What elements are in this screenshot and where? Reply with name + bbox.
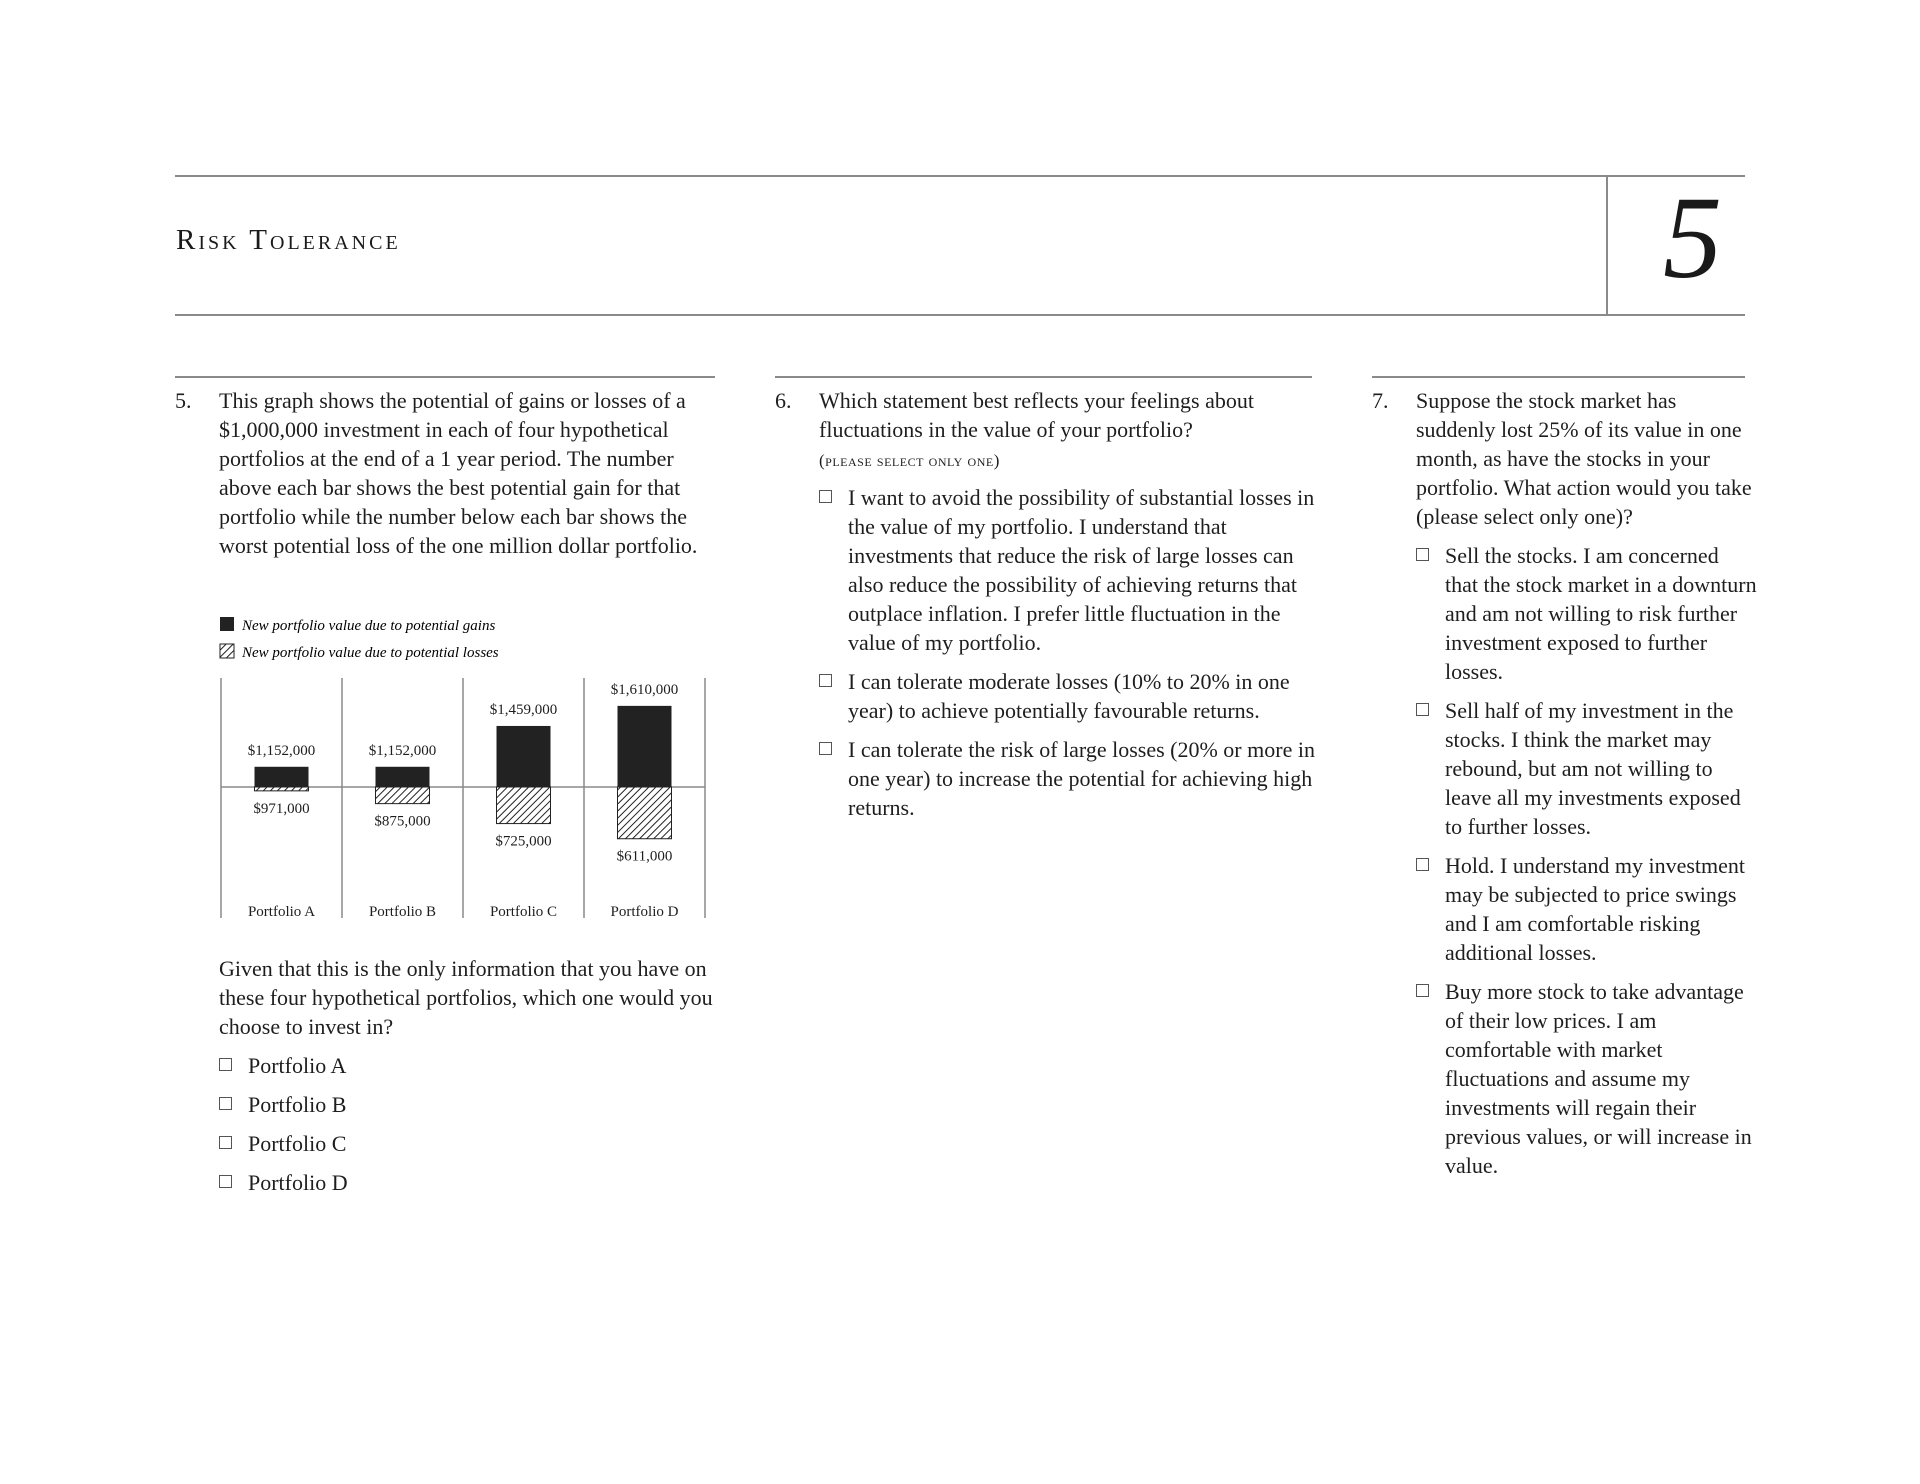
loss-label: $875,000	[374, 813, 431, 830]
option-moderate-losses[interactable]	[819, 667, 1320, 725]
chart-svg	[210, 610, 730, 930]
option-portfolio-b[interactable]	[219, 1090, 715, 1119]
chart-legend	[220, 617, 499, 661]
question-number: 6.	[775, 388, 792, 413]
loss-label: $611,000	[616, 848, 673, 865]
option-label: I can tolerate moderate losses (10% to 20% in one year) to achieve potentially favourable returns.	[848, 669, 1290, 723]
gain-label: $1,152,000	[247, 742, 316, 759]
header-bottom-rule	[175, 314, 1745, 316]
option-label: Sell the stocks. I am concerned that the stock market in a downturn and am not willing to risk further investment exposed to further losses.	[1445, 543, 1757, 684]
option-label: Buy more stock to take advantage of their low prices. I am comfortable with market fluctuations and assume my investments will regain their previous values, or will increase in value.	[1445, 979, 1752, 1178]
option-portfolio-d[interactable]	[219, 1168, 715, 1197]
question-number: 5.	[175, 388, 192, 413]
question-text: Which statement best reflects your feelings about fluctuations in the value of your portfolio?	[819, 388, 1254, 442]
checkbox[interactable]	[819, 674, 832, 687]
option-label: Portfolio B	[248, 1092, 347, 1117]
checkbox[interactable]	[1416, 703, 1429, 716]
legend-label-losses: New portfolio value due to potential losses	[242, 645, 499, 661]
gain-label: $1,152,000	[368, 742, 437, 759]
q7-rule	[1372, 376, 1745, 378]
loss-label: $971,000	[253, 800, 310, 817]
loss-bar	[497, 787, 551, 824]
q5-rule	[175, 376, 715, 378]
question-prompt: Given that this is the only information that you have on these four hypothetical portfolios, which one would you choose to invest in?	[219, 956, 713, 1039]
option-label: Sell half of my investment in the stocks. I think the market may rebound, but am not willing to leave all my investments exposed to further losses.	[1445, 698, 1741, 839]
loss-bar	[618, 787, 672, 839]
question-7	[1372, 386, 1757, 1180]
question-text: Suppose the stock market has suddenly lost 25% of its value in one month, as have the stocks in your portfolio. What action would you take (please select only one)?	[1416, 388, 1752, 529]
header-top-rule	[175, 175, 1745, 177]
portfolio-chart	[210, 610, 730, 930]
gain-label: $1,459,000	[489, 701, 558, 718]
header-divider	[1606, 175, 1608, 316]
category-label: Portfolio C	[489, 904, 558, 920]
checkbox[interactable]	[819, 742, 832, 755]
question-5-prompt	[175, 954, 715, 1197]
q6-rule	[775, 376, 1312, 378]
gain-label: $1,610,000	[610, 681, 679, 698]
category-label: Portfolio D	[610, 904, 679, 920]
checkbox[interactable]	[1416, 984, 1429, 997]
option-label: I can tolerate the risk of large losses (20% or more in one year) to increase the potential for achieving high returns.	[848, 737, 1315, 820]
chart-plot	[221, 678, 705, 920]
category-label: Portfolio A	[247, 904, 316, 920]
checkbox[interactable]	[219, 1097, 232, 1110]
loss-label: $725,000	[495, 833, 552, 850]
question-5	[175, 386, 715, 560]
gain-bar	[376, 767, 430, 787]
question-text: This graph shows the potential of gains or losses of a $1,000,000 investment in each of four hypothetical portfolios at the end of a 1 year period. The number above each bar shows the best potential gain for that portfolio while the number below each bar shows the worst potential loss of the one million dollar portfolio.	[219, 388, 698, 558]
option-buy-more[interactable]	[1416, 977, 1757, 1180]
loss-bar	[255, 787, 309, 791]
question-note: (please select only one)	[819, 451, 1000, 470]
checkbox[interactable]	[1416, 858, 1429, 871]
legend-swatch-gains	[220, 617, 234, 631]
question-6	[775, 386, 1320, 822]
gain-bar	[618, 706, 672, 787]
page-number: 5	[1663, 172, 1722, 303]
option-avoid-losses[interactable]	[819, 483, 1320, 657]
checkbox[interactable]	[219, 1175, 232, 1188]
option-label: Hold. I understand my investment may be subjected to price swings and I am comfortable risking additional losses.	[1445, 853, 1746, 965]
section-title: Risk Tolerance	[176, 224, 401, 256]
option-label: Portfolio D	[248, 1170, 348, 1195]
checkbox[interactable]	[819, 490, 832, 503]
gain-bar	[497, 726, 551, 787]
option-label: Portfolio C	[248, 1131, 347, 1156]
legend-label-gains: New portfolio value due to potential gains	[242, 618, 496, 634]
checkbox[interactable]	[1416, 548, 1429, 561]
option-portfolio-a[interactable]	[219, 1051, 715, 1080]
option-hold[interactable]	[1416, 851, 1757, 967]
category-label: Portfolio B	[368, 904, 437, 920]
option-large-losses[interactable]	[819, 735, 1320, 822]
legend-swatch-losses	[220, 644, 234, 658]
option-sell-half[interactable]	[1416, 696, 1757, 841]
checkbox[interactable]	[219, 1058, 232, 1071]
gain-bar	[255, 767, 309, 787]
checkbox[interactable]	[219, 1136, 232, 1149]
option-label: Portfolio A	[248, 1053, 347, 1078]
option-sell-stocks[interactable]	[1416, 541, 1757, 686]
option-portfolio-c[interactable]	[219, 1129, 715, 1158]
question-number: 7.	[1372, 388, 1389, 413]
loss-bar	[376, 787, 430, 804]
option-label: I want to avoid the possibility of substantial losses in the value of my portfolio. I understand that investments that reduce the risk of large losses can also reduce the possibility of achieving returns that outplace inflation. I prefer little fluctuation in the value of my portfolio.	[848, 485, 1315, 655]
